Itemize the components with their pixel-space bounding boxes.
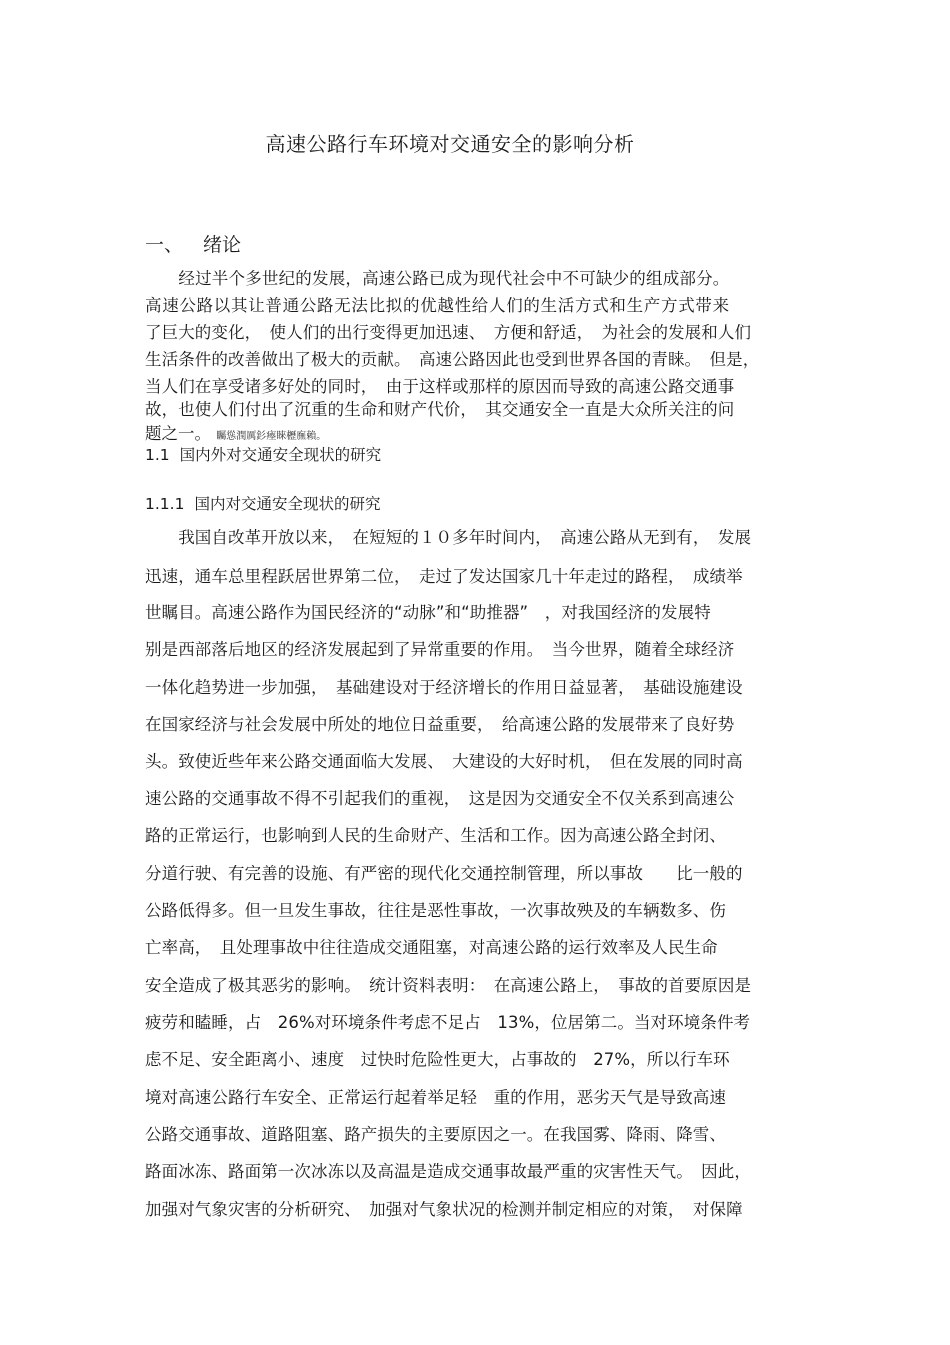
body-paragraph-line: 世瞩目。高速公路作为国民经济的“动脉”和“助推器” ，对我国经济的发展特 — [145, 603, 711, 622]
intro-paragraph-line: 经过半个多世纪的发展，高速公路已成为现代社会中不可缺少的组成部分。 — [145, 269, 730, 288]
section-heading-introduction — [145, 230, 241, 257]
body-paragraph-line: 在国家经济与社会发展中所处的地位日益重要， 给高速公路的发展带来了良好势 — [145, 715, 735, 734]
intro-paragraph-last-line — [145, 420, 326, 444]
section-heading-1-1 — [145, 443, 381, 465]
section-heading-text: 国内外对交通安全现状的研究 — [179, 446, 382, 464]
garbled-tail-text: 矚慫潤厲釤瘞睞櫪廡賴。 — [216, 431, 327, 442]
section-heading-1-1-1 — [145, 492, 380, 514]
body-paragraph-line: 路面冰冻、路面第一次冰冻以及高温是造成交通事故最严重的灾害性天气。 因此， — [145, 1162, 751, 1181]
document-title: 高速公路行车环境对交通安全的影响分析 — [265, 132, 635, 156]
body-paragraph-line: 公路低得多。但一旦发生事故，往往是恶性事故，一次事故殃及的车辆数多、伤 — [145, 901, 726, 920]
section-heading-text: 绪论 — [203, 234, 242, 256]
body-paragraph-line: 分道行驶、有完善的设施、有严密的现代化交通控制管理，所以事故 比一般的 — [145, 864, 743, 883]
section-number: 1.1.1 — [145, 495, 185, 513]
body-paragraph-line: 我国自改革开放以来， 在短短的１０多年时间内， 高速公路从无到有， 发展 — [145, 528, 752, 547]
section-number: 一、 — [145, 234, 184, 256]
body-paragraph-line: 路的正常运行，也影响到人民的生命财产、生活和工作。因为高速公路全封闭、 — [145, 826, 726, 845]
body-paragraph-line: 虑不足、安全距离小、速度 过快时危险性更大，占事故的 27%，所以行车环 — [145, 1050, 730, 1069]
body-paragraph-line: 别是西部落后地区的经济发展起到了异常重要的作用。 当今世界，随着全球经济 — [145, 640, 735, 659]
body-paragraph-line: 亡率高， 且处理事故中往往造成交通阻塞，对高速公路的运行效率及人民生命 — [145, 938, 718, 957]
body-paragraph-line: 一体化趋势进一步加强， 基础建设对于经济增长的作用日益显著， 基础设施建设 — [145, 678, 743, 697]
section-number: 1.1 — [145, 446, 170, 464]
body-paragraph-line: 安全造成了极其恶劣的影响。 统计资料表明： 在高速公路上， 事故的首要原因是 — [145, 976, 752, 995]
body-paragraph-line: 迅速，通车总里程跃居世界第二位， 走过了发达国家几十年走过的路程， 成绩举 — [145, 567, 743, 586]
intro-paragraph-line: 了巨大的变化， 使人们的出行变得更加迅速、 方便和舒适， 为社会的发展和人们 — [145, 323, 752, 342]
intro-last-text: 题之一。 — [145, 424, 211, 443]
body-paragraph-line: 境对高速公路行车安全、正常运行起着举足轻 重的作用，恶劣天气是导致高速 — [145, 1088, 726, 1107]
intro-paragraph-line: 生活条件的改善做出了极大的贡献。 高速公路因此也受到世界各国的青睐。 但是， — [145, 350, 760, 369]
intro-paragraph-line: 高速公路以其让普通公路无法比拟的优越性给人们的生活方式和生产方式带来 — [145, 296, 730, 315]
intro-paragraph-line: 当人们在享受诸多好处的同时， 由于这样或那样的原因而导致的高速公路交通事 — [145, 377, 735, 396]
body-paragraph-line: 公路交通事故、道路阻塞、路产损失的主要原因之一。在我国雾、降雨、降雪、 — [145, 1125, 726, 1144]
body-paragraph-line: 疲劳和瞌睡，占 26%对环境条件考虑不足占 13%，位居第二。当对环境条件考 — [145, 1013, 751, 1032]
body-paragraph-line: 加强对气象灾害的分析研究、 加强对气象状况的检测并制定相应的对策， 对保障 — [145, 1200, 743, 1219]
section-heading-text: 国内对交通安全现状的研究 — [194, 495, 381, 513]
intro-paragraph-line: 故，也使人们付出了沉重的生命和财产代价， 其交通安全一直是大众所关注的问 — [145, 400, 735, 419]
body-paragraph-line: 速公路的交通事故不得不引起我们的重视， 这是因为交通安全不仅关系到高速公 — [145, 789, 735, 808]
body-paragraph-line: 头。致使近些年来公路交通面临大发展、 大建设的大好时机， 但在发展的同时高 — [145, 752, 743, 771]
